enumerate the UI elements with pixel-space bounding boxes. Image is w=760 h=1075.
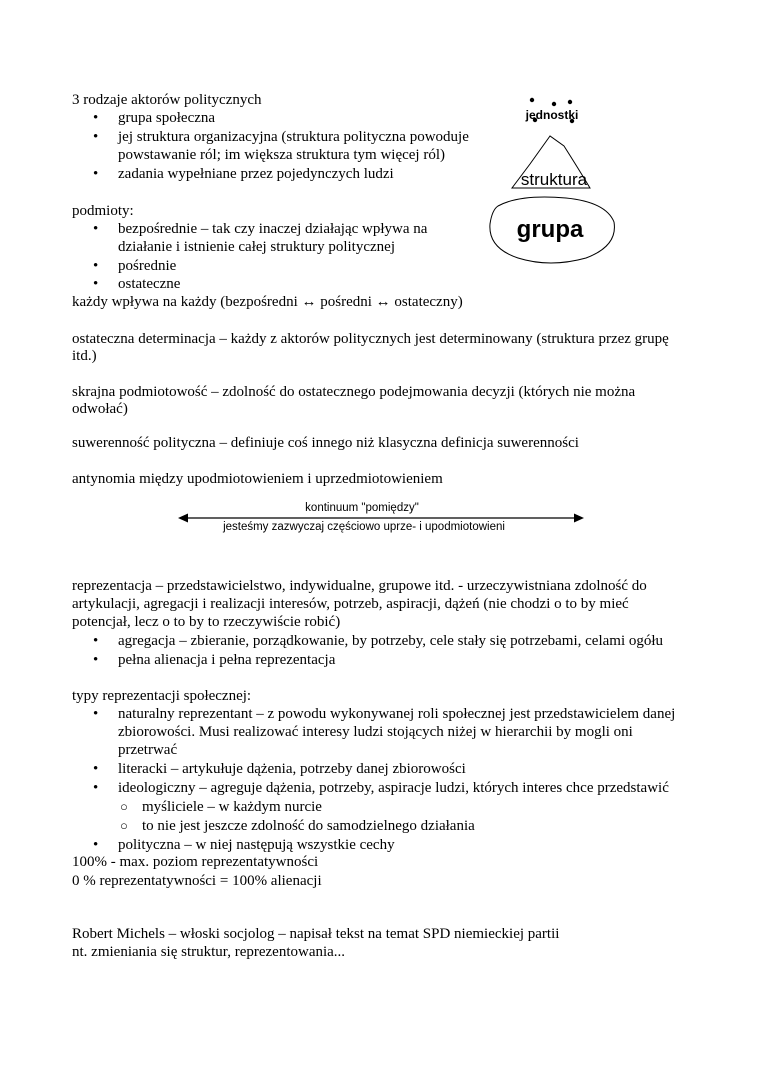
- sub-list-item: to nie jest jeszcze zdolność do samodzielnego działania: [142, 818, 475, 834]
- paragraph-line: 0 % reprezentatywności = 100% alienacji: [72, 873, 322, 889]
- diagram-label-struktura: struktura: [520, 170, 588, 189]
- paragraph-line: artykulacji, agregacji i realizacji interesów, potrzeb, aspiracji, dążeń (nie chodzi o to by mieć: [72, 596, 629, 612]
- paragraph-line: odwołać): [72, 401, 128, 417]
- list-item: bezpośrednie – tak czy inaczej działając wpływa na: [118, 221, 428, 237]
- list-item: pośrednie: [118, 258, 177, 274]
- paragraph-line: Robert Michels – włoski socjolog – napisał tekst na temat SPD niemieckiej partii: [72, 926, 560, 942]
- bullet: [93, 760, 98, 778]
- paragraph-line: suwerenność polityczna – definiuje coś innego niż klasyczna definicja suwerenności: [72, 435, 579, 451]
- list-item: ostateczne: [118, 276, 181, 292]
- list-item: grupa społeczna: [118, 110, 216, 126]
- arrow-right-icon: [574, 514, 584, 523]
- diagram-label-jednostki: jednostki: [525, 108, 579, 122]
- paragraph-line: antynomia między upodmiotowieniem i uprzedmiotowieniem: [72, 471, 443, 487]
- list-item: agregacja – zbieranie, porządkowanie, by potrzeby, cele stały się potrzebami, celami ogółu: [118, 633, 664, 649]
- paragraph-line: reprezentacja – przedstawicielstwo, indywidualne, grupowe itd. - urzeczywistniana zdolność do: [72, 578, 647, 594]
- bullet: [93, 220, 98, 238]
- list-item: zadania wypełniane przez pojedynczych ludzi: [118, 166, 394, 182]
- bullet: [93, 651, 98, 669]
- bullet: [93, 632, 98, 650]
- list-item: jej struktura organizacyjna (struktura polityczna powoduje: [118, 129, 469, 145]
- continuum-label-top: kontinuum "pomiędzy": [305, 502, 419, 514]
- list-item: literacki – artykułuje dążenia, potrzeby danej zbiorowości: [118, 761, 466, 777]
- diagram-label-grupa: grupa: [516, 216, 584, 243]
- arrow-left-icon: [178, 514, 188, 523]
- section-heading-podmioty: podmioty:: [72, 203, 134, 219]
- sub-list-item: myśliciele – w każdym nurcie: [142, 799, 322, 815]
- list-item: pełna alienacja i pełna reprezentacja: [118, 652, 336, 668]
- bullet: [93, 836, 98, 854]
- bullet: [93, 165, 98, 183]
- list-item: polityczna – w niej następują wszystkie cechy: [118, 837, 395, 853]
- list-item: ideologiczny – agreguje dążenia, potrzeby, aspiracje ludzi, których interes chce przedstawić: [118, 780, 669, 796]
- list-item: naturalny reprezentant – z powodu wykonywanej roli społecznej jest przedstawicielem danej: [118, 706, 676, 722]
- continuum-diagram: [176, 496, 588, 536]
- paragraph-line: 100% - max. poziom reprezentatywności: [72, 854, 319, 870]
- list-item-continuation: działanie i istnienie całej struktury politycznej: [118, 239, 395, 255]
- paragraph-line: ostateczna determinacja – każdy z aktorów politycznych jest determinowany (struktura przez grupę: [72, 331, 669, 347]
- paragraph-line: potencjał, lecz o to by to rzeczywiście robić): [72, 614, 341, 630]
- actors-diagram: [486, 94, 616, 270]
- paragraph-line: itd.): [72, 348, 97, 364]
- sub-bullet: [120, 798, 128, 816]
- section-heading-typy: typy reprezentacji społecznej:: [72, 688, 252, 704]
- paragraph-line: każdy wpływa na każdy (bezpośredni ↔ pośredni ↔ ostateczny): [72, 294, 463, 310]
- bullet: [93, 275, 98, 293]
- paragraph-line: nt. zmieniania się struktur, reprezentowania...: [72, 944, 346, 960]
- sub-bullet: [120, 817, 128, 835]
- bullet: [93, 257, 98, 275]
- list-item-continuation: przetrwać: [118, 742, 178, 758]
- paragraph-line: skrajna podmiotowość – zdolność do ostatecznego podejmowania decyzji (których nie można: [72, 384, 636, 400]
- bullet: [93, 705, 98, 723]
- bullet: [93, 779, 98, 797]
- bullet: [93, 109, 98, 127]
- list-item-continuation: zbiorowości. Musi realizować interesy ludzi stojących niżej w hierarchii by mogli oni: [118, 724, 633, 740]
- continuum-label-bottom: jesteśmy zazwyczaj częściowo uprze- i upodmiotowieni: [223, 521, 505, 533]
- bullet: [93, 128, 98, 146]
- section-heading-actors: 3 rodzaje aktorów politycznych: [72, 92, 262, 108]
- list-item-continuation: powstawanie ról; im większa struktura tym więcej ról): [118, 147, 445, 163]
